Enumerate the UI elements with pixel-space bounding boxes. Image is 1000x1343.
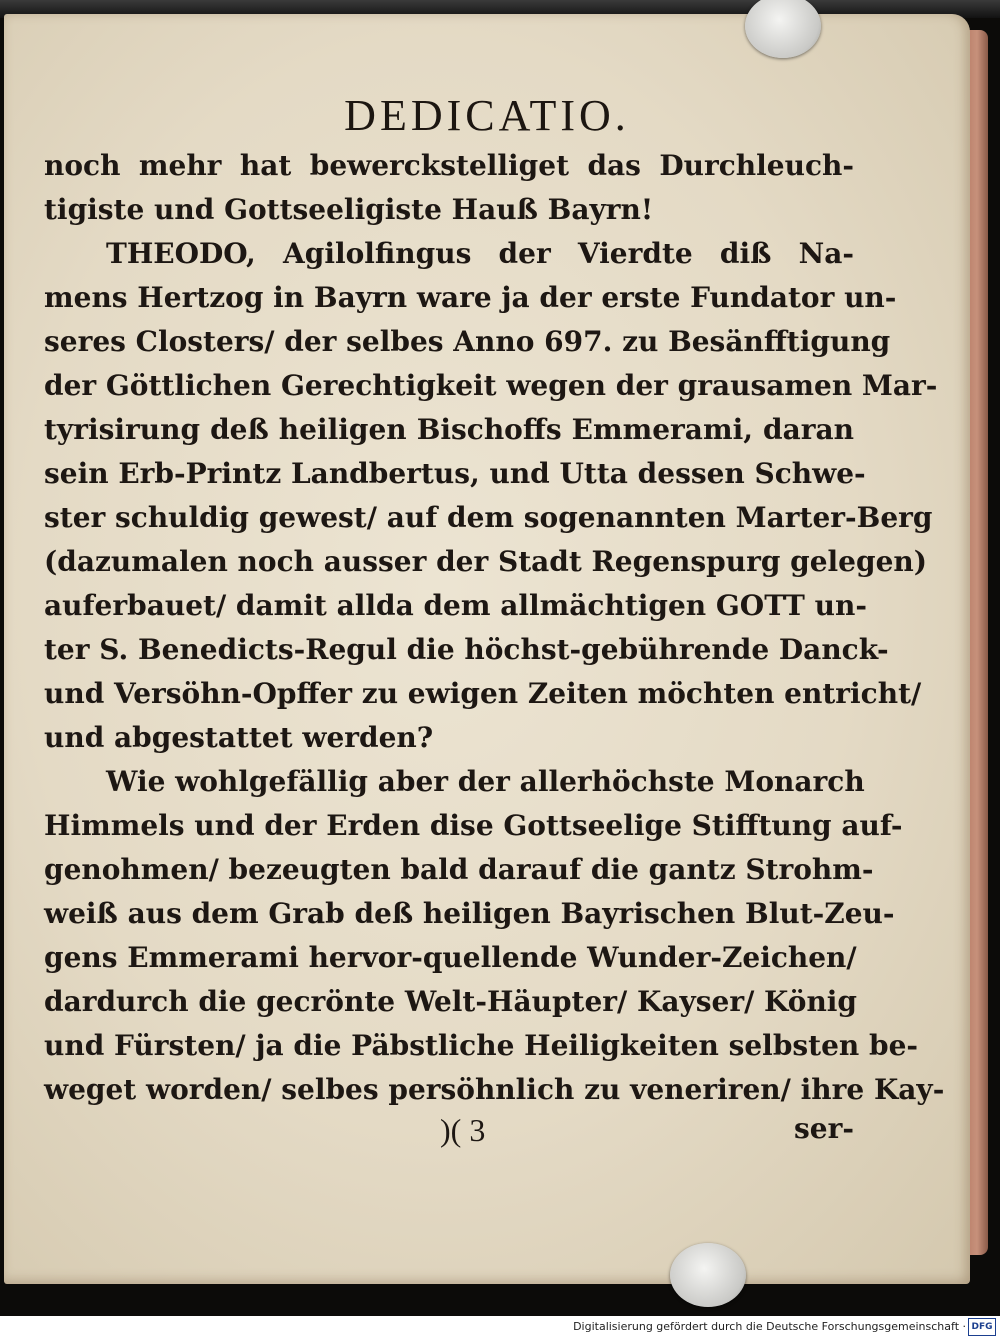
page-clip-bottom xyxy=(670,1243,746,1307)
text-line: gens Emmerami hervor-quellende Wunder-Zeichen/ xyxy=(44,941,857,974)
text-line: und Versöhn-Opffer zu ewigen Zeiten möchten entricht/ xyxy=(44,677,922,710)
text-line: tyrisirung deß heiligen Bischoffs Emmerami, daran xyxy=(44,413,854,446)
text-line: THEODO, Agilolfingus der Vierdte diß Na- xyxy=(106,237,854,270)
text-line: und abgestattet werden? xyxy=(44,721,434,754)
text-line: Himmels und der Erden dise Gottseelige Stifftung auf- xyxy=(44,809,903,842)
text-line: seres Closters/ der selbes Anno 697. zu Besänfftigung xyxy=(44,325,891,358)
text-line: genohmen/ bezeugten bald darauf die gantz Strohm- xyxy=(44,853,874,886)
text-line: weget worden/ selbes persöhnlich zu veneriren/ ihre Kay- xyxy=(44,1073,945,1106)
text-line: noch mehr hat bewerckstelliget das Durchleuch- xyxy=(44,149,854,182)
text-line: ster schuldig gewest/ auf dem sogenannten Marter-Berg xyxy=(44,501,933,534)
text-line: tigiste und Gottseeligiste Hauß Bayrn! xyxy=(44,193,654,226)
text-line: (dazumalen noch ausser der Stadt Regenspurg gelegen) xyxy=(44,545,927,578)
text-line: Wie wohlgefällig aber der allerhöchste Monarch xyxy=(106,765,865,798)
text-line: auferbauet/ damit allda dem allmächtigen GOTT un- xyxy=(44,589,867,622)
dfg-logo-icon: DFG xyxy=(968,1318,996,1336)
text-line: und Fürsten/ ja die Päbstliche Heiligkeiten selbsten be- xyxy=(44,1029,919,1062)
digitization-credit: Digitalisierung gefördert durch die Deutsche Forschungsgemeinschaft · xyxy=(573,1320,966,1333)
body-text xyxy=(44,144,945,1112)
text-line: mens Hertzog in Bayrn ware ja der erste Fundator un- xyxy=(44,281,897,314)
running-head: DEDICATIO. xyxy=(344,91,630,140)
signature-mark: )( 3 xyxy=(440,1112,486,1148)
book-page xyxy=(4,14,970,1284)
text-line: weiß aus dem Grab deß heiligen Bayrischen Blut-Zeu- xyxy=(44,897,895,930)
text-line: der Göttlichen Gerechtigkeit wegen der grausamen Mar- xyxy=(44,369,938,402)
catchword: ser- xyxy=(794,1112,854,1145)
text-line: dardurch die gecrönte Welt-Häupter/ Kayser/ König xyxy=(44,985,858,1018)
text-line: ter S. Benedicts-Regul die höchst-gebührende Danck- xyxy=(44,633,889,666)
text-line: sein Erb-Printz Landbertus, und Utta dessen Schwe- xyxy=(44,457,866,490)
page-footer xyxy=(44,1112,854,1156)
